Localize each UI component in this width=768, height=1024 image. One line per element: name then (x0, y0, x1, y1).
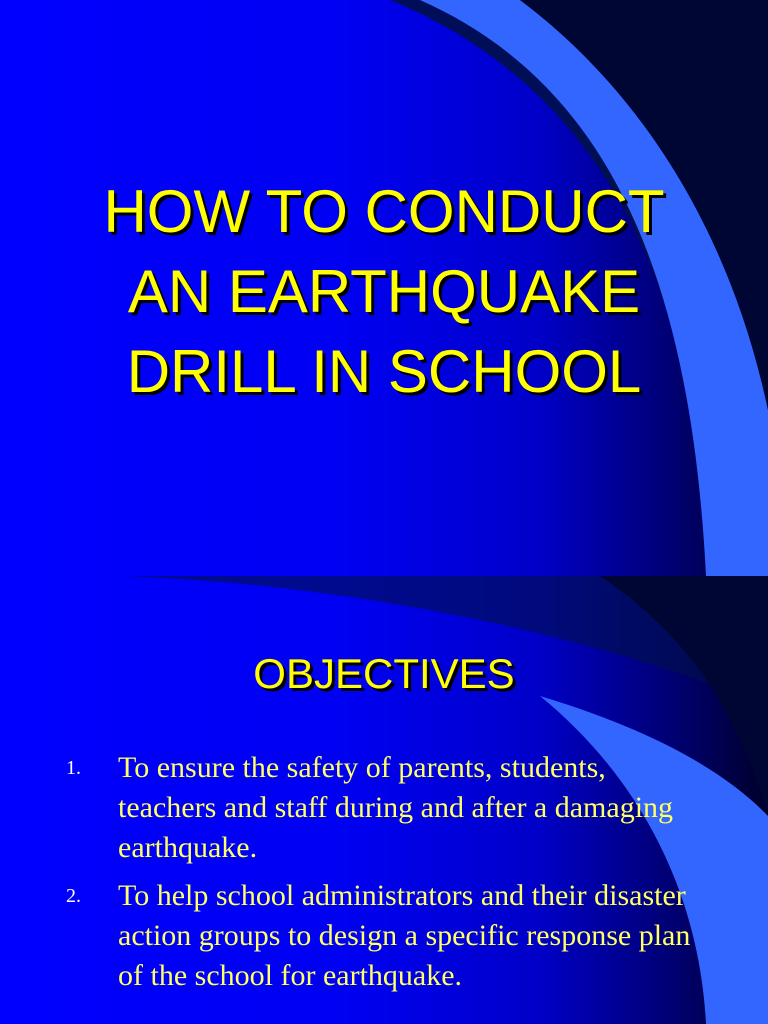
list-item (66, 876, 706, 996)
objectives-slide (0, 576, 768, 1024)
list-item-text: To ensure the safety of parents, students, teachers and staff during and after a damaging earthquake. (118, 751, 674, 864)
title-line-2: AN EARTHQUAKE (127, 258, 641, 325)
slide-title (0, 172, 768, 412)
list-item-number: 2. (66, 885, 81, 907)
title-line-3: DRILL IN SCHOOL (126, 338, 642, 405)
objectives-heading: OBJECTIVES (253, 650, 515, 697)
list-item (66, 748, 706, 868)
list-item-text: To help school administrators and their disaster action groups to design a specific response plan of the school for earthquake. (118, 879, 691, 992)
list-item-number: 1. (66, 757, 81, 779)
objectives-list (66, 748, 706, 1004)
title-line-1: HOW TO CONDUCT (103, 178, 665, 245)
